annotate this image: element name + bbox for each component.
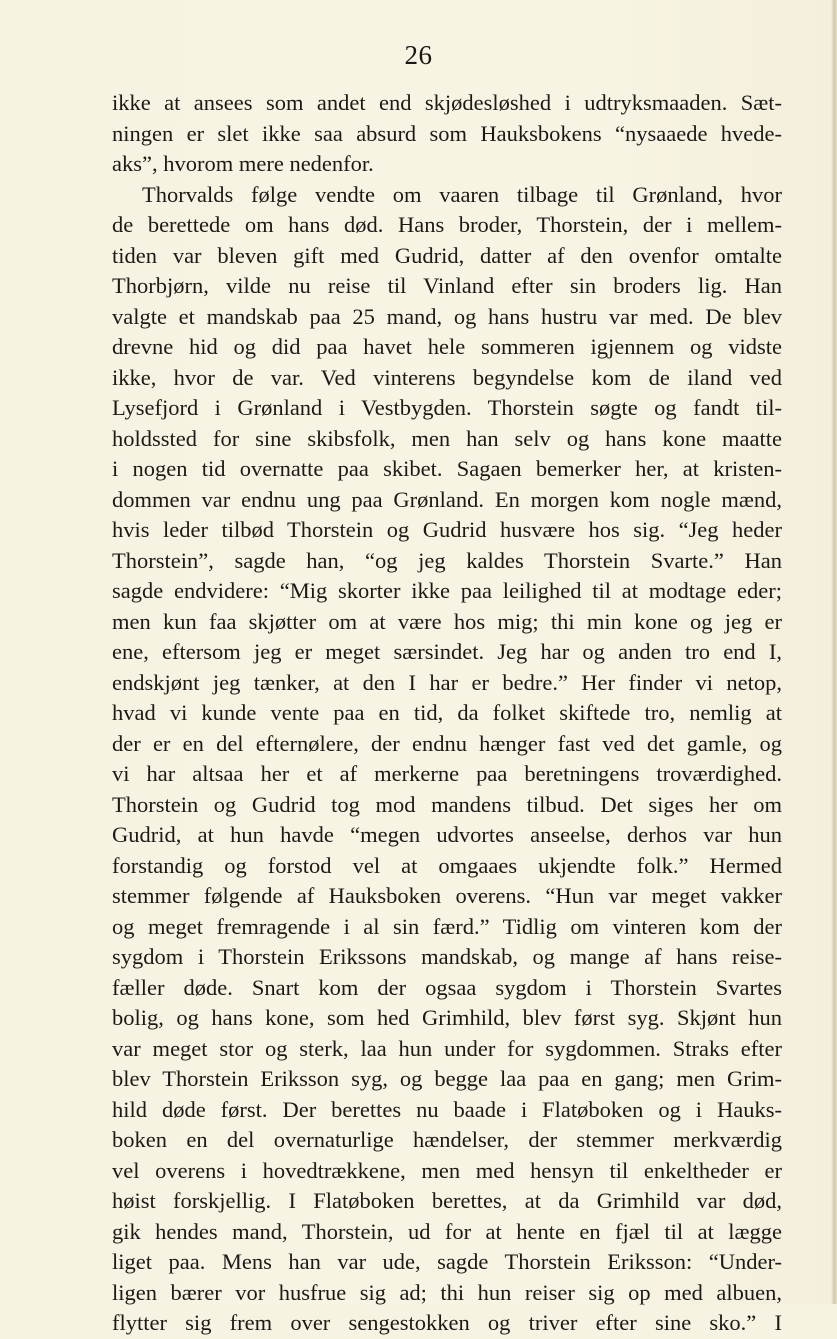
text-line: Gudrid, at hun havde “megen udvortes anseelse, derhos var hun	[112, 822, 782, 847]
text-line: ningen er slet ikke saa absurd som Hauksbokens “nysaaede hvede-	[112, 120, 782, 146]
text-line: men kun faa skjøtter om at være hos mig; thi min kone og jeg er	[112, 608, 782, 634]
text-line: endskjønt jeg tænker, at den I har er bedre.” Her finder vi netop,	[112, 669, 782, 695]
text-line: fæller døde. Snart kom der ogsaa sygdom i Thorstein Svartes	[112, 974, 782, 1000]
page-edge-shadow	[831, 0, 837, 1304]
text-line: ligen bærer vor husfrue sig ad; thi hun reiser sig op med albuen,	[112, 1279, 782, 1305]
text-line: ikke at ansees som andet end skjødesløshed i udtryksmaaden. Sæt-	[112, 90, 782, 115]
body-text	[112, 88, 782, 1339]
text-line: boken en del overnaturlige hændelser, der stemmer merkværdig	[112, 1127, 782, 1152]
text-line: Thorstein og Gudrid tog mod mandens tilbud. Det siges her om	[112, 791, 782, 817]
text-line: liget paa. Mens han var ude, sagde Thorstein Eriksson: “Under-	[112, 1249, 782, 1274]
text-line: holdssted for sine skibsfolk, men han selv og hans kone maatte	[112, 425, 782, 451]
page-number: 26	[404, 40, 433, 70]
text-line: ikke, hvor de var. Ved vinterens begyndelse kom de iland ved	[112, 364, 782, 390]
text-line: tiden var bleven gift med Gudrid, datter af den ovenfor omtalte	[112, 242, 782, 268]
text-line: vel overens i hovedtrækkene, men med hensyn til enkeltheder er	[112, 1157, 782, 1183]
text-line: forstandig og forstod vel at omgaaes ukjendte folk.” Hermed	[112, 852, 782, 878]
text-line: vi har altsaa her et af merkerne paa beretningens troværdighed.	[112, 761, 782, 786]
text-line: drevne hid og did paa havet hele sommeren igjennem og vidste	[112, 334, 782, 359]
text-line: sagde endvidere: “Mig skorter ikke paa leilighed til at modtage eder;	[112, 578, 782, 603]
text-line: aks”, hvorom mere nedenfor.	[112, 151, 374, 176]
text-line: dommen var endnu ung paa Grønland. En morgen kom nogle mænd,	[112, 486, 782, 512]
text-line: Thorbjørn, vilde nu reise til Vinland efter sin broders lig. Han	[112, 273, 782, 298]
text-line: Thorvalds følge vendte om vaaren tilbage til Grønland, hvor	[142, 181, 782, 207]
text-line: i nogen tid overnatte paa skibet. Sagaen bemerker her, at kristen-	[112, 456, 782, 481]
text-line: der er en del efternølere, der endnu hænger fast ved det gamle, og	[112, 730, 782, 756]
text-line: hild døde først. Der berettes nu baade i Flatøboken og i Hauks-	[112, 1096, 782, 1122]
text-line: Lysefjord i Grønland i Vestbygden. Thorstein søgte og fandt til-	[112, 395, 782, 420]
text-line: høist forskjellig. I Flatøboken berettes, at da Grimhild var død,	[112, 1188, 782, 1213]
text-line: var meget stor og sterk, laa hun under for sygdommen. Straks efter	[112, 1035, 782, 1061]
text-line: Thorstein”, sagde han, “og jeg kaldes Thorstein Svarte.” Han	[112, 547, 782, 573]
text-line: og meget fremragende i al sin færd.” Tidlig om vinteren kom der	[112, 913, 782, 939]
text-line: blev Thorstein Eriksson syg, og begge laa paa en gang; men Grim-	[112, 1066, 782, 1091]
text-line: hvad vi kunde vente paa en tid, da folket skiftede tro, nemlig at	[112, 700, 782, 725]
text-line: bolig, og hans kone, som hed Grimhild, blev først syg. Skjønt hun	[112, 1005, 782, 1030]
text-line: sygdom i Thorstein Erikssons mandskab, og mange af hans reise-	[112, 944, 782, 969]
text-line: flytter sig frem over sengestokken og triver efter sine sko.” I	[112, 1310, 782, 1335]
text-line: valgte et mandskab paa 25 mand, og hans hustru var med. De blev	[112, 303, 782, 329]
text-line: gik hendes mand, Thorstein, ud for at hente en fjæl til at lægge	[112, 1218, 782, 1244]
text-line: stemmer følgende af Hauksboken overens. “Hun var meget vakker	[112, 883, 782, 908]
text-line: de berettede om hans død. Hans broder, Thorstein, der i mellem-	[112, 212, 782, 237]
text-line: ene, eftersom jeg er meget særsindet. Jeg har og anden tro end I,	[112, 639, 782, 664]
text-line: hvis leder tilbød Thorstein og Gudrid husvære hos sig. “Jeg heder	[112, 517, 782, 542]
